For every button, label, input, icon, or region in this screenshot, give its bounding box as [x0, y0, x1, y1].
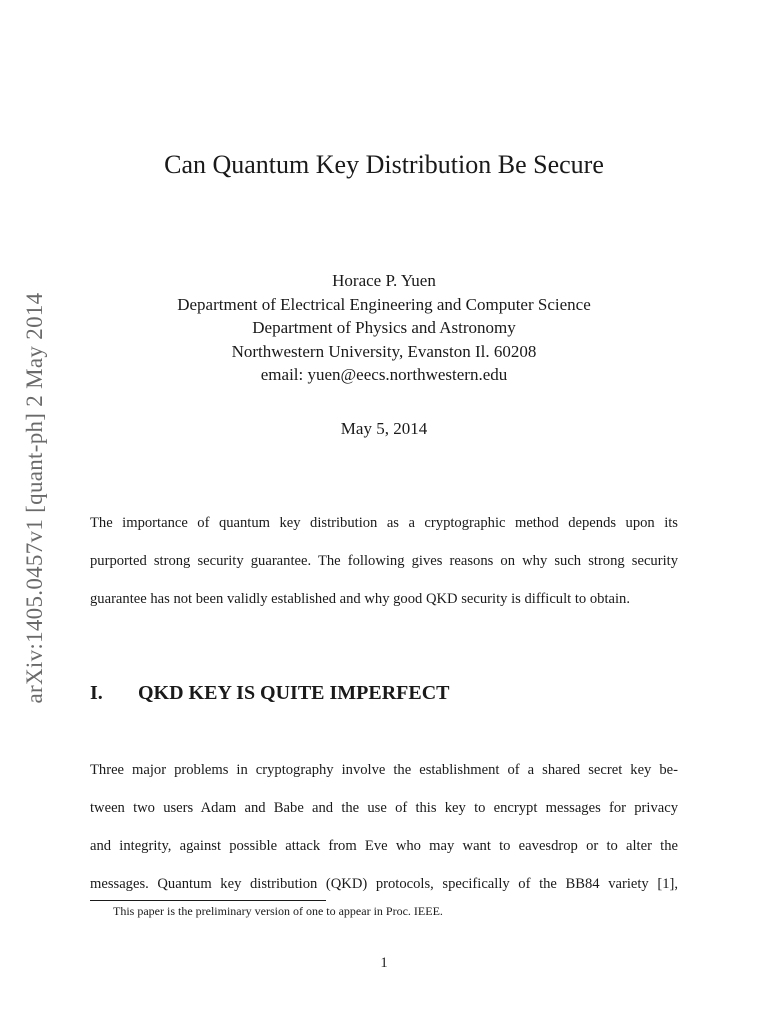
- section-heading: [90, 682, 450, 705]
- page-number: 1: [380, 955, 388, 971]
- arxiv-identifier-stamp: arXiv:1405.0457v1 [quant-ph] 2 May 2014: [22, 292, 47, 704]
- paper-title: Can Quantum Key Distribution Be Secure: [164, 150, 604, 179]
- author-block: [0, 269, 768, 387]
- author-affiliation: Northwestern University, Evanston Il. 60208: [231, 341, 537, 361]
- footnote-divider: [90, 900, 326, 901]
- body-line: messages. Quantum key distribution (QKD) protocols, specifically of the BB84 variety [1],: [90, 875, 678, 892]
- paper-date: May 5, 2014: [340, 419, 428, 438]
- section-title: QKD KEY IS QUITE IMPERFECT: [138, 682, 450, 704]
- abstract-line: purported strong security guarantee. The following gives reasons on why such strong security: [90, 552, 678, 569]
- body-paragraph: [90, 752, 678, 904]
- author-name: Horace P. Yuen: [332, 271, 436, 290]
- author-affiliation: Department of Electrical Engineering and Computer Science: [177, 294, 591, 314]
- abstract-line: The importance of quantum key distribution as a cryptographic method depends upon its: [90, 515, 678, 531]
- author-email: email: yuen@eecs.northwestern.edu: [260, 365, 508, 385]
- abstract-line: guarantee has not been validly established and why good QKD security is difficult to obtain.: [90, 590, 630, 607]
- abstract-paragraph: [90, 505, 678, 619]
- body-line: Three major problems in cryptography involve the establishment of a shared secret key be-: [90, 762, 678, 778]
- body-line: tween two users Adam and Babe and the use of this key to encrypt messages for privacy: [90, 799, 678, 816]
- author-affiliation: Department of Physics and Astronomy: [252, 318, 516, 338]
- footnote: This paper is the preliminary version of one to appear in Proc. IEEE.: [113, 904, 443, 918]
- body-line: and integrity, against possible attack from Eve who may want to eavesdrop or to alter the: [90, 837, 678, 854]
- section-number: I.: [90, 682, 103, 704]
